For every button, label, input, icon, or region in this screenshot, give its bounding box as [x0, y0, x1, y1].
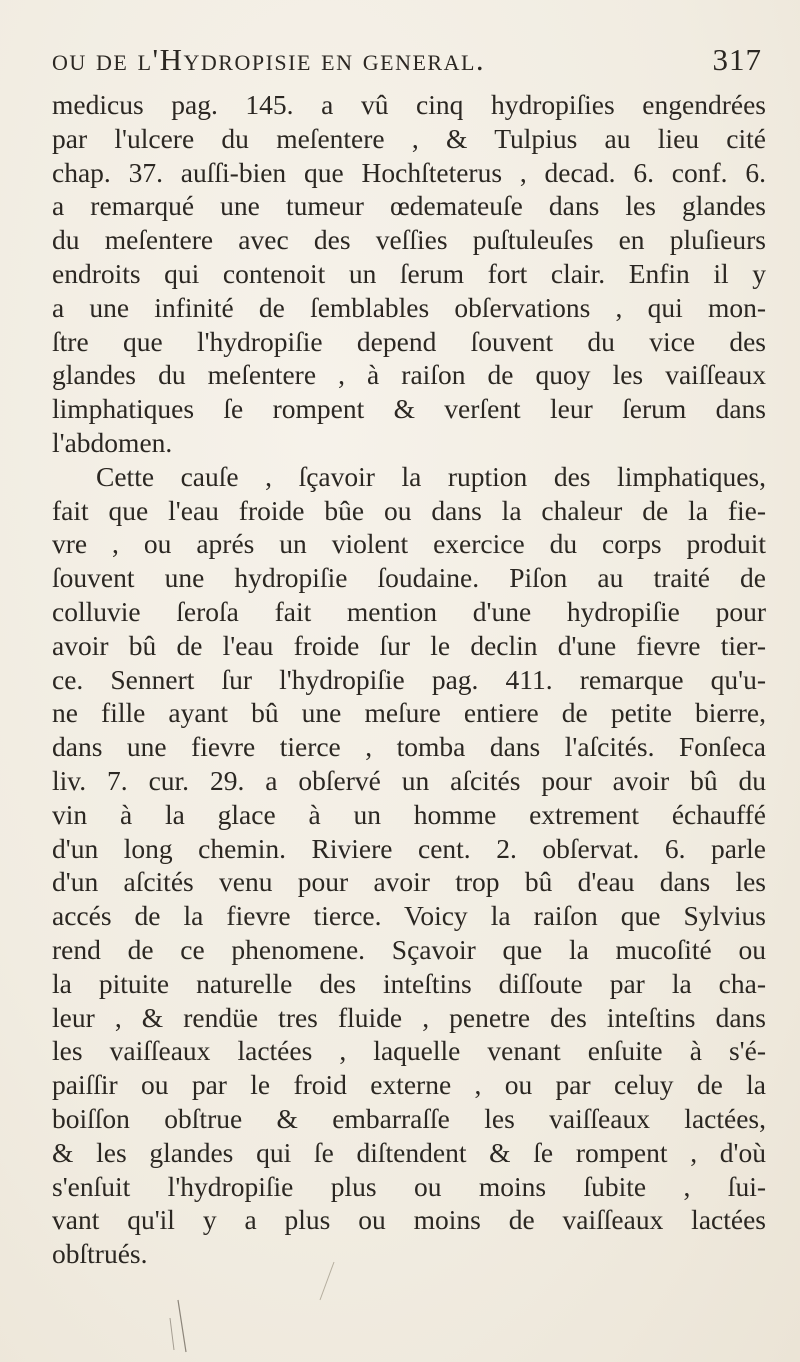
text-line: la pituite naturelle des inteſtins diſſoute par la cha- [52, 967, 766, 999]
text-line: fait que l'eau froide bûe ou dans la chaleur de la fie- [52, 494, 766, 526]
text-line: vant qu'il y a plus ou moins de vaiſſeaux lactées [52, 1204, 766, 1236]
text-line: vre , ou aprés un violent exercice du corps produit [52, 528, 766, 560]
text-line: glandes du meſentere , à raiſon de quoy les vaiſſeaux [52, 359, 766, 391]
text-line: chap. 37. auſſi-bien que Hochſteterus , decad. 6. conf. 6. [52, 156, 766, 188]
text-line: accés de la fievre tierce. Voicy la raiſon que Sylvius [52, 900, 766, 932]
text-line: ce. Sennert ſur l'hydropiſie pag. 411. remarque qu'u- [52, 663, 766, 695]
text-line: les vaiſſeaux lactées , laquelle venant enſuite à s'é- [52, 1035, 766, 1067]
text-line: obſtrués. [52, 1238, 148, 1270]
running-head-title: ou de l'Hydropisie en general. [52, 42, 486, 77]
text-line: boiſſon obſtrue & embarraſſe les vaiſſeaux lactées, [52, 1102, 766, 1134]
text-line: ſouvent une hydropiſie ſoudaine. Piſon au traité de [52, 562, 766, 594]
text-line: l'abdomen. [52, 426, 173, 458]
page-number: 317 [712, 42, 762, 77]
text-line: a une infinité de ſemblables obſervations , qui mon- [52, 291, 766, 323]
text-line: liv. 7. cur. 29. a obſervé un aſcités pour avoir bû du [52, 764, 766, 796]
paper-crease-mark [178, 1300, 186, 1352]
text-line: endroits qui contenoit un ſerum fort clair. Enfin il y [52, 257, 766, 289]
text-line: dans une fievre tierce , tomba dans l'aſcités. Fonſeca [52, 731, 766, 763]
text-line: ſtre que l'hydropiſie depend ſouvent du vice des [52, 325, 766, 357]
body-text [52, 88, 766, 1271]
text-line: limphatiques ſe rompent & verſent leur ſerum dans [52, 393, 766, 425]
text-line: d'un long chemin. Riviere cent. 2. obſervat. 6. parle [52, 832, 766, 864]
text-line: s'enſuit l'hydropiſie plus ou moins ſubite , ſui- [52, 1170, 766, 1202]
text-line: par l'ulcere du meſentere , & Tulpius au lieu cité [52, 122, 766, 154]
text-line: vin à la glace à un homme extrement échauffé [52, 798, 766, 830]
text-line: ne fille ayant bû une meſure entiere de petite bierre, [52, 697, 766, 729]
text-line: Cette cauſe , ſçavoir la ruption des limphatiques, [96, 460, 766, 492]
text-line: rend de ce phenomene. Sçavoir que la mucoſité ou [52, 933, 766, 965]
text-line: colluvie ſeroſa fait mention d'une hydropiſie pour [52, 595, 766, 627]
text-line: & les glandes qui ſe diſtendent & ſe rompent , d'où [52, 1136, 766, 1168]
text-line: paiſſir ou par le froid externe , ou par celuy de la [52, 1069, 766, 1101]
text-line: d'un aſcités venu pour avoir trop bû d'eau dans les [52, 866, 766, 898]
paper-crease-mark [170, 1318, 174, 1350]
text-line: avoir bû de l'eau froide ſur le declin d'une fievre tier- [52, 629, 766, 661]
running-head [52, 42, 762, 86]
text-line: a remarqué une tumeur œdemateuſe dans les glandes [52, 190, 766, 222]
text-line: leur , & rendüe tres fluide , penetre des inteſtins dans [52, 1001, 766, 1033]
text-line: medicus pag. 145. a vû cinq hydropiſies engendrées [52, 89, 766, 120]
text-line: du meſentere avec des veſſies puſtuleuſes en pluſieurs [52, 224, 766, 256]
